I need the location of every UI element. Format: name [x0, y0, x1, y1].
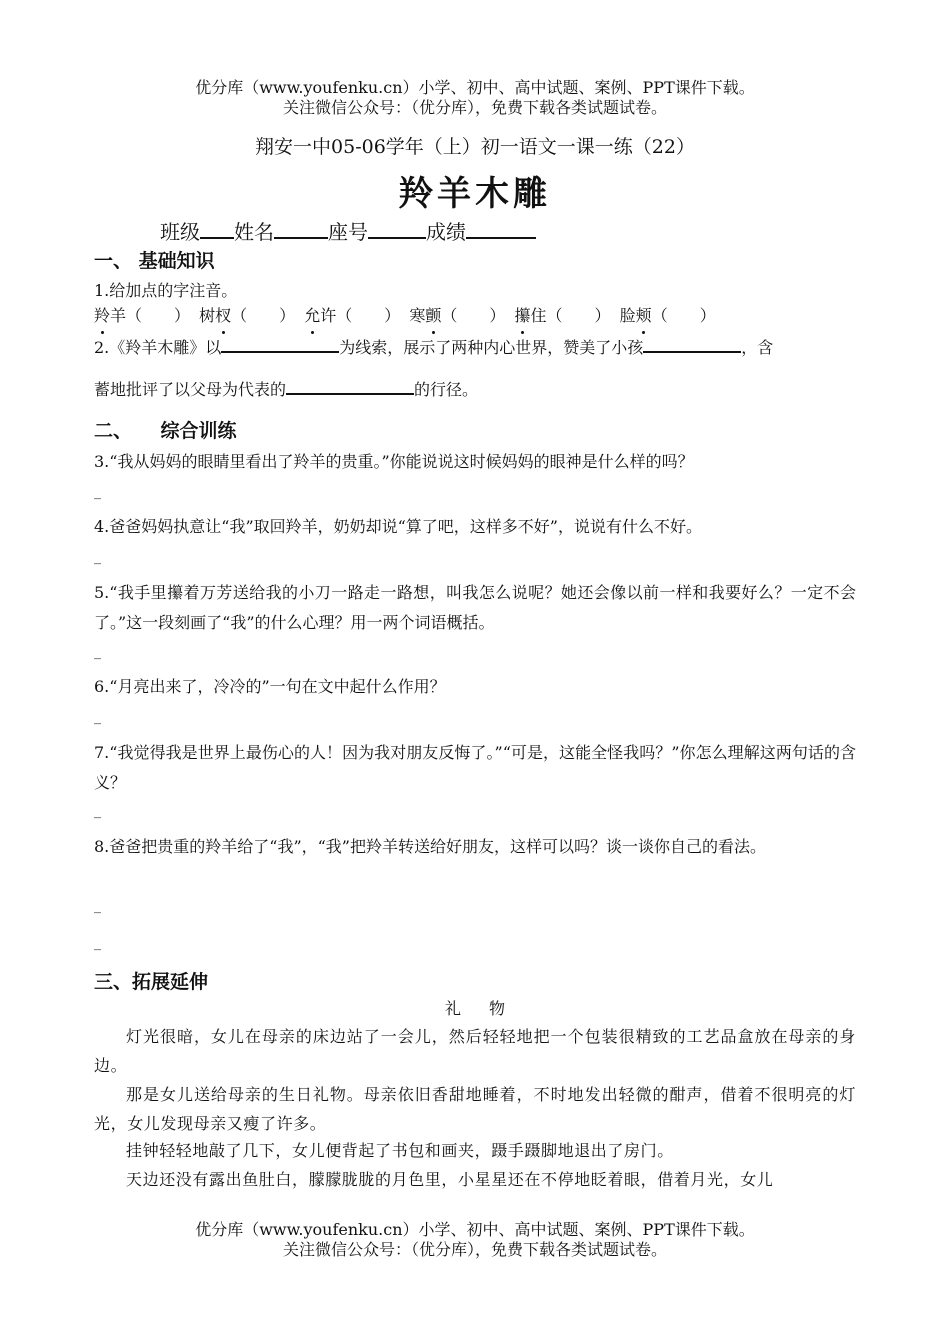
passage-paragraph: 挂钟轻轻地敲了几下，女儿便背起了书包和画夹，蹑手蹑脚地退出了房门。 — [126, 1141, 674, 1160]
answer-mark: _ — [94, 709, 101, 725]
answer-blank — [643, 350, 741, 353]
answer-mark: _ — [94, 935, 101, 951]
dotted-char: 羚 — [94, 301, 110, 331]
score-label: 成绩 — [426, 220, 466, 244]
section-2-title: 二、 综合训练 — [94, 420, 237, 442]
seat-label: 座号 — [328, 220, 368, 244]
section-1-title: 一、 基础知识 — [94, 250, 215, 272]
footer-line-2: 关注微信公众号：（优分库），免费下载各类试题试卷。 — [282, 1240, 667, 1259]
dotted-char: 杈 — [215, 301, 231, 331]
passage-paragraph: 灯光很暗，女儿在母亲的床边站了一会儿，然后轻轻地把一个包装很精致的工艺品盒放在母亲的身边。 — [94, 1027, 856, 1075]
answer-mark: _ — [94, 803, 101, 819]
pinyin-item: 树杈（ ） — [199, 306, 295, 325]
score-blank — [466, 236, 536, 239]
question-5: 5.“我手里攥着万芳送给我的小刀一路走一路想，叫我怎么说呢？她还会像以前一样和我要好么？一定不会了。”这一段刻画了“我”的什么心理？用一两个词语概括。 — [94, 583, 856, 632]
question-6: 6.“月亮出来了，冷冷的”一句在文中起什么作用？ — [94, 677, 446, 696]
passage-title: 礼物 — [444, 999, 533, 1018]
answer-mark: _ — [94, 549, 101, 565]
question-2-line-2: 蓄地批评了以父母为代表的 的行径。 — [94, 380, 479, 399]
pinyin-item: 寒颤（ ） — [409, 306, 505, 325]
section-3-title: 三、拓展延伸 — [94, 971, 209, 993]
seat-blank — [368, 236, 426, 239]
page-title: 羚羊木雕 — [399, 174, 551, 214]
name-label: 姓名 — [234, 220, 274, 244]
question-3: 3.“我从妈妈的眼睛里看出了羚羊的贵重。”你能说说这时候妈妈的眼神是什么样的吗？ — [94, 452, 694, 471]
name-blank — [274, 236, 328, 239]
answer-mark: _ — [94, 484, 101, 500]
student-info-line — [160, 216, 536, 245]
question-7: 7.“我觉得我是世界上最伤心的人！因为我对朋友反悔了。”“可是，这能全怪我吗？”你怎么理解这两句话的含义？ — [94, 743, 856, 792]
class-label: 班级 — [160, 220, 200, 244]
passage-paragraph: 天边还没有露出鱼肚白，朦朦胧胧的月色里，小星星还在不停地眨着眼，借着月光，女儿 — [126, 1170, 774, 1189]
answer-mark: _ — [94, 898, 101, 914]
pinyin-item: 脸颊（ ） — [620, 306, 716, 325]
passage-paragraph: 那是女儿送给母亲的生日礼物。母亲依旧香甜地睡着，不时地发出轻微的酣声，借着不很明亮的灯光，女儿发现母亲又瘦了许多。 — [94, 1085, 856, 1133]
exam-subtitle: 翔安一中05-06学年（上）初一语文一课一练（22） — [255, 136, 695, 158]
footer-line-1: 优分库（www.youfenku.cn）小学、初中、高中试题、案例、PPT课件下载。 — [195, 1220, 755, 1239]
pinyin-row — [94, 301, 856, 331]
class-blank — [200, 236, 234, 239]
answer-blank — [286, 392, 414, 395]
question-1: 1.给加点的字注音。 — [94, 281, 238, 300]
question-4: 4.爸爸妈妈执意让“我”取回羚羊，奶奶却说“算了吧，这样多不好”，说说有什么不好。 — [94, 517, 702, 536]
answer-mark: _ — [94, 644, 101, 660]
question-8: 8.爸爸把贵重的羚羊给了“我”，“我”把羚羊转送给好朋友，这样可以吗？谈一谈你自己的看法。 — [94, 837, 766, 856]
answer-blank — [221, 350, 339, 353]
dotted-char: 允 — [304, 301, 320, 331]
pinyin-item: 羚羊（ ） — [94, 306, 190, 325]
header-line-2: 关注微信公众号：（优分库），免费下载各类试题试卷。 — [282, 98, 667, 117]
question-2-line-1: 2.《羚羊木雕》以 为线索，展示了两种内心世界，赞美了小孩 ，含 — [94, 338, 774, 357]
dotted-char: 颊 — [636, 301, 652, 331]
pinyin-item: 攥住（ ） — [515, 306, 611, 325]
dotted-char: 攥 — [515, 301, 531, 331]
header-line-1: 优分库（www.youfenku.cn）小学、初中、高中试题、案例、PPT课件下载。 — [195, 78, 755, 97]
pinyin-item: 允许（ ） — [304, 306, 400, 325]
dotted-char: 颤 — [425, 301, 441, 331]
